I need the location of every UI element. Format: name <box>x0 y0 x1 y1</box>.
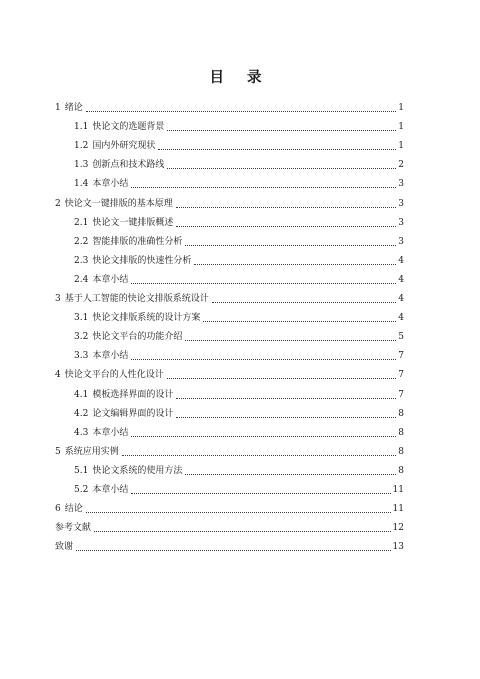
toc-entry-label <box>74 466 183 477</box>
toc-entry[interactable] <box>55 401 404 420</box>
toc-entry-number: 5 <box>55 446 61 457</box>
toc-entry[interactable] <box>55 305 404 324</box>
toc-entry[interactable] <box>55 133 404 152</box>
toc-entry-number: 2.1 <box>74 217 89 228</box>
toc-entry-label <box>74 275 129 286</box>
toc-entry-text: 创新点和技术路线 <box>92 160 165 171</box>
toc-entry-label <box>74 485 129 496</box>
toc-entry-text: 快论文排版的快速性分析 <box>92 255 192 266</box>
toc-entry-number: 2.3 <box>74 255 89 266</box>
toc-dot-leader <box>212 302 396 303</box>
toc-dot-leader <box>86 111 396 112</box>
toc-dot-leader <box>94 531 391 532</box>
toc-entry[interactable] <box>55 286 404 305</box>
toc-entry[interactable] <box>55 95 404 114</box>
toc-entry-text: 国内外研究现状 <box>92 141 156 152</box>
toc-entry-label <box>74 351 129 362</box>
toc-entry-number: 2.2 <box>74 236 89 247</box>
toc-entry-label <box>55 103 84 114</box>
toc-entry-label <box>55 447 120 458</box>
toc-entry-text: 模板选择界面的设计 <box>92 389 174 400</box>
toc-entry-page-number: 3 <box>398 179 404 190</box>
toc-entry-label <box>74 160 165 171</box>
toc-entry[interactable] <box>55 152 404 171</box>
toc-dot-leader <box>167 168 396 169</box>
toc-entry[interactable] <box>55 248 404 267</box>
toc-entry-page-number: 1 <box>398 141 404 152</box>
toc-entry-text: 绪论 <box>64 103 83 114</box>
toc-title: 目 录 <box>209 70 271 86</box>
toc-entry-label <box>74 428 129 439</box>
toc-entry-number: 1.1 <box>74 122 89 133</box>
toc-entry-text: 论文编辑界面的设计 <box>92 408 174 419</box>
toc-entry-page-number: 5 <box>398 332 404 343</box>
toc-entry-text: 快论文的选题背景 <box>92 122 165 133</box>
toc-entry-text: 快论文平台的人性化设计 <box>64 370 164 381</box>
toc-entry-number: 3.2 <box>74 332 89 343</box>
toc-entry-page-number: 7 <box>398 370 404 381</box>
toc-entry-text: 快论文系统的使用方法 <box>92 465 183 476</box>
toc-entry[interactable] <box>55 324 404 343</box>
toc-dot-leader <box>185 474 396 475</box>
toc-entry-label <box>74 141 156 152</box>
toc-dot-leader <box>203 321 396 322</box>
toc-dot-leader <box>194 264 396 265</box>
toc-dot-leader <box>167 378 396 379</box>
toc-entry[interactable] <box>55 190 404 209</box>
toc-dot-leader <box>76 550 391 551</box>
toc-entry[interactable] <box>55 267 404 286</box>
toc-entry-page-number: 8 <box>398 465 404 476</box>
toc-entry-number: 1.2 <box>74 141 89 152</box>
toc-dot-leader <box>131 359 396 360</box>
toc-entry-label <box>74 179 129 190</box>
toc-entry-page-number: 2 <box>398 160 404 171</box>
toc-entry-text: 快论文排版系统的设计方案 <box>92 313 201 324</box>
toc-entry[interactable] <box>55 229 404 248</box>
toc-entry[interactable] <box>55 439 404 458</box>
toc-entry-label <box>55 523 92 534</box>
toc-dot-leader <box>131 493 390 494</box>
toc-dot-leader <box>86 512 391 513</box>
toc-entry-number: 3 <box>55 294 61 305</box>
toc-entry[interactable] <box>55 381 404 400</box>
toc-entry[interactable] <box>55 477 404 496</box>
toc-entry[interactable] <box>55 534 404 553</box>
toc-dot-leader <box>185 245 396 246</box>
toc-entry-text: 智能排版的准确性分析 <box>92 236 183 247</box>
toc-entry-page-number: 8 <box>398 446 404 457</box>
toc-entry-page-number: 7 <box>398 351 404 362</box>
toc-entry-page-number: 13 <box>392 542 404 553</box>
toc-entry-label <box>74 256 192 267</box>
toc-entry-number: 4.2 <box>74 408 89 419</box>
toc-entry-page-number: 4 <box>398 313 404 324</box>
toc-entry-number: 4.1 <box>74 389 89 400</box>
toc-dot-leader <box>176 226 396 227</box>
toc-dot-leader <box>176 398 396 399</box>
toc-entry[interactable] <box>55 210 404 229</box>
table-of-contents <box>55 95 404 553</box>
toc-entry-number: 2.4 <box>74 274 89 285</box>
toc-entry-label <box>55 542 74 553</box>
toc-entry-label <box>55 370 165 381</box>
toc-entry-text: 本章小结 <box>92 179 129 190</box>
toc-dot-leader <box>185 340 396 341</box>
toc-dot-leader <box>176 417 396 418</box>
toc-entry-text: 快论文一键排版的基本原理 <box>64 198 173 209</box>
toc-dot-leader <box>131 436 396 437</box>
toc-entry[interactable] <box>55 171 404 190</box>
toc-entry[interactable] <box>55 458 404 477</box>
toc-entry-number: 3.3 <box>74 351 89 362</box>
toc-dot-leader <box>167 130 396 131</box>
toc-dot-leader <box>158 149 396 150</box>
toc-entry-number: 5.2 <box>74 484 89 495</box>
toc-dot-leader <box>131 187 396 188</box>
toc-entry-page-number: 3 <box>398 198 404 209</box>
toc-entry-text: 本章小结 <box>92 274 129 285</box>
toc-entry-page-number: 4 <box>398 274 404 285</box>
toc-entry-number: 6 <box>55 504 61 515</box>
toc-entry-page-number: 1 <box>398 122 404 133</box>
toc-entry-number: 2 <box>55 198 61 209</box>
toc-entry-number: 1 <box>55 103 61 114</box>
toc-dot-leader <box>131 283 396 284</box>
toc-entry-label <box>74 237 183 248</box>
toc-entry-number: 1.3 <box>74 160 89 171</box>
toc-entry-page-number: 4 <box>398 294 404 305</box>
toc-entry-text: 快论文一键排版概述 <box>92 217 174 228</box>
toc-entry-text: 本章小结 <box>92 351 129 362</box>
toc-entry-number: 3.1 <box>74 313 89 324</box>
toc-entry-label <box>55 199 174 210</box>
toc-entry-page-number: 12 <box>392 523 404 534</box>
toc-entry-page-number: 3 <box>398 217 404 228</box>
toc-entry-page-number: 11 <box>392 484 404 495</box>
toc-entry-text: 基于人工智能的快论文排版系统设计 <box>64 294 209 305</box>
toc-entry-label <box>74 332 183 343</box>
toc-entry-page-number: 4 <box>398 255 404 266</box>
toc-entry-text: 结论 <box>64 504 83 515</box>
toc-entry[interactable] <box>55 114 404 133</box>
toc-entry[interactable] <box>55 496 404 515</box>
toc-entry-page-number: 11 <box>392 504 404 515</box>
toc-entry-page-number: 3 <box>398 236 404 247</box>
toc-entry-text: 致谢 <box>55 542 74 553</box>
toc-entry-page-number: 1 <box>398 103 404 114</box>
toc-entry-label <box>74 313 201 324</box>
toc-entry-label <box>74 122 165 133</box>
toc-entry-text: 本章小结 <box>92 484 129 495</box>
toc-entry-text: 系统应用实例 <box>64 446 119 457</box>
toc-entry-page-number: 8 <box>398 408 404 419</box>
toc-entry[interactable] <box>55 420 404 439</box>
toc-entry-number: 5.1 <box>74 465 89 476</box>
toc-entry-label <box>74 409 174 420</box>
toc-entry-text: 本章小结 <box>92 427 129 438</box>
toc-entry-label <box>55 294 210 305</box>
toc-entry-number: 4 <box>55 370 61 381</box>
toc-entry-number: 1.4 <box>74 179 89 190</box>
toc-entry-label <box>74 218 174 229</box>
toc-dot-leader <box>122 455 396 456</box>
toc-entry[interactable] <box>55 515 404 534</box>
toc-entry-page-number: 7 <box>398 389 404 400</box>
toc-entry-text: 参考文献 <box>55 523 92 534</box>
toc-entry[interactable] <box>55 362 404 381</box>
toc-entry-label <box>74 390 174 401</box>
toc-entry-label <box>55 504 84 515</box>
toc-entry[interactable] <box>55 343 404 362</box>
toc-entry-number: 4.3 <box>74 427 89 438</box>
toc-entry-text: 快论文平台的功能介绍 <box>92 332 183 343</box>
toc-entry-page-number: 8 <box>398 427 404 438</box>
toc-dot-leader <box>176 207 396 208</box>
